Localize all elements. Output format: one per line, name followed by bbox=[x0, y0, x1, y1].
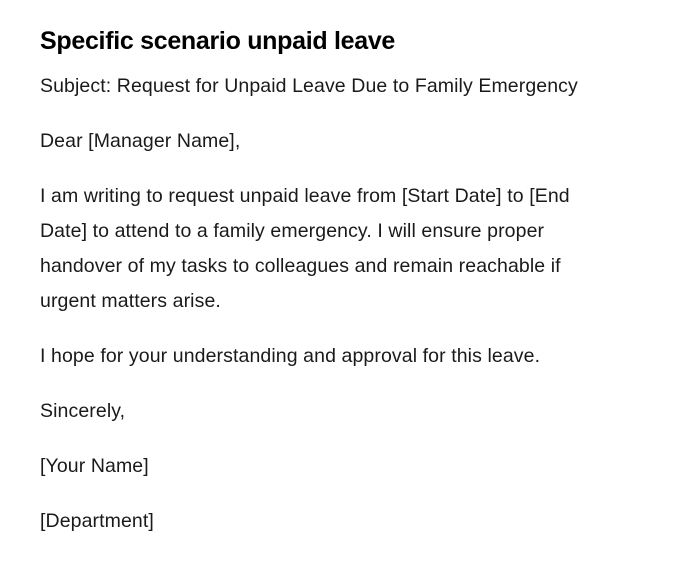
document-title: Specific scenario unpaid leave bbox=[40, 27, 396, 55]
subject-line: Subject: Request for Unpaid Leave Due to Family Emergency bbox=[40, 75, 578, 97]
body-paragraph bbox=[40, 179, 640, 319]
sender-department: [Department] bbox=[40, 510, 154, 532]
closing-request: I hope for your understanding and approval for this leave. bbox=[40, 345, 541, 367]
letter-document bbox=[40, 24, 640, 539]
greeting: Dear [Manager Name], bbox=[40, 130, 241, 152]
body-line: handover of my tasks to colleagues and remain reachable if bbox=[40, 255, 561, 277]
body-line: urgent matters arise. bbox=[40, 290, 221, 312]
body-line: I am writing to request unpaid leave from [Start Date] to [End bbox=[40, 185, 570, 207]
signoff: Sincerely, bbox=[40, 400, 126, 422]
body-line: Date] to attend to a family emergency. I will ensure proper bbox=[40, 220, 545, 242]
sender-name: [Your Name] bbox=[40, 455, 149, 477]
